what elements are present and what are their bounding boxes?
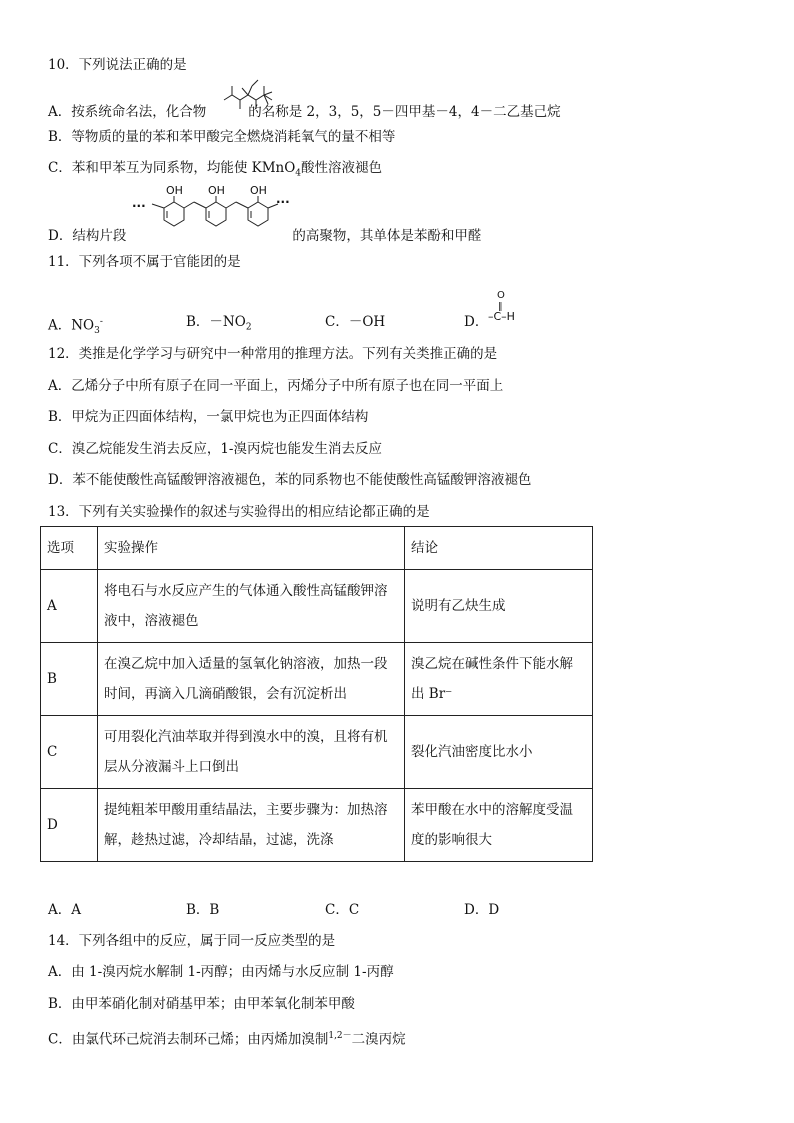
q10-option-d: [48, 226, 481, 246]
row-conclusion: [405, 570, 593, 643]
q14-option-a: A．由 1-溴丙烷水解制 1-丙醇；由丙烯与水反应制 1-丙醇: [48, 964, 394, 980]
table-row: [41, 570, 593, 643]
row-operation: [98, 789, 405, 862]
oh-label-1: OH: [166, 184, 183, 197]
q13-option-d: D．D: [464, 902, 500, 918]
q11-option-a-subscript: 3: [94, 326, 100, 337]
row-operation-line: 将电石与水反应产生的气体通入酸性高锰酸钾溶: [104, 583, 388, 599]
header-conclusion: 结论: [405, 527, 593, 570]
row-operation-line: 可用裂化汽油萃取并得到溴水中的溴，且将有机: [104, 729, 388, 745]
q10-option-d-prefix: D．结构片段: [48, 228, 127, 244]
row-operation-line: 解，趁热过滤，冷却结晶，过滤，洗涤: [104, 832, 334, 848]
row-conclusion-line: 苯甲酸在水中的溶解度受温: [411, 802, 573, 818]
oh-label-2: OH: [208, 184, 225, 197]
row-conclusion-line: 度的影响很大: [411, 832, 492, 848]
q14-stem: 14．下列各组中的反应，属于同一反应类型的是: [48, 933, 336, 949]
aldehyde-chain: –C–H: [488, 310, 515, 323]
q13-option-b: B．B: [186, 902, 220, 918]
row-conclusion-line: 说明有乙炔生成: [411, 598, 506, 614]
q10-option-d-suffix: 的高聚物，其单体是苯酚和甲醛: [292, 228, 482, 244]
q11-option-a: [48, 312, 103, 341]
q13-stem: 13．下列有关实验操作的叙述与实验得出的相应结论都正确的是: [48, 504, 430, 520]
row-operation-line: 时间，再滴入几滴硝酸银，会有沉淀析出: [104, 686, 347, 702]
q10-option-c-subscript: 4: [295, 168, 302, 179]
aldehyde-double-bond: ‖: [498, 302, 503, 312]
q11-option-b-text: B．－NO: [186, 314, 246, 330]
q12-option-b: B．甲烷为正四面体结构，一氯甲烷也为正四面体结构: [48, 409, 369, 425]
row-operation: [98, 570, 405, 643]
q10-option-a-prefix: A．按系统命名法，化合物: [48, 104, 207, 120]
oh-label-3: OH: [250, 184, 267, 197]
row-operation-line: 液中，溶液褪色: [104, 613, 199, 629]
q12-option-d: D．苯不能使酸性高锰酸钾溶液褪色，苯的同系物也不能使酸性高锰酸钾溶液褪色: [48, 472, 532, 488]
skeletal-formula-alkane: [222, 76, 282, 116]
q14-option-c: [48, 1026, 406, 1050]
table-row: [41, 789, 593, 862]
row-conclusion-line: 溴乙烷在碱性条件下能水解: [411, 656, 573, 672]
table-row: [41, 643, 593, 716]
row-operation: [98, 643, 405, 716]
row-conclusion: [405, 716, 593, 789]
q12-option-a: A．乙烯分子中所有原子在同一平面上，丙烯分子中所有原子也在同一平面上: [48, 378, 504, 394]
table-header-row: [41, 527, 593, 570]
table-row: [41, 716, 593, 789]
q12-stem: 12．类推是化学学习与研究中一种常用的推理方法。下列有关类推正确的是: [48, 346, 498, 362]
row-conclusion: [405, 643, 593, 716]
row-operation-line: 提纯粗苯甲酸用重结晶法，主要步骤为：加热溶: [104, 802, 388, 818]
q10-stem: 10．下列说法正确的是: [48, 57, 187, 73]
row-conclusion: [405, 789, 593, 862]
q14-option-c-superscript: 1,2－: [328, 1031, 352, 1041]
aldehyde-group-structure: [488, 286, 528, 326]
q13-option-c: C．C: [325, 902, 360, 918]
q11-option-b-subscript: 2: [245, 322, 252, 333]
q11-option-d: D．: [464, 314, 489, 330]
q12-option-c: C．溴乙烷能发生消去反应，1-溴丙烷也能发生消去反应: [48, 441, 382, 457]
dots-left: ···: [132, 199, 146, 213]
row-operation-line: 层从分液漏斗上口倒出: [104, 759, 239, 775]
q13-option-a: A．A: [48, 902, 81, 918]
q14-option-b: B．由甲苯硝化制对硝基甲苯；由甲苯氧化制苯甲酸: [48, 996, 355, 1012]
row-conclusion-line: 裂化汽油密度比水小: [411, 744, 533, 760]
row-option: C: [41, 716, 98, 789]
row-operation-line: 在溴乙烷中加入适量的氢氧化钠溶液，加热一段: [104, 656, 388, 672]
q10-option-a-suffix: 的名称是 2，3，5，5－四甲基－4，4－二乙基己烷: [248, 104, 561, 120]
row-conclusion-line: 出 Br⁻: [411, 686, 453, 702]
q11-option-a-text: A．NO: [48, 317, 95, 334]
q11-option-a-superscript: -: [99, 317, 103, 327]
q13-table: [40, 526, 593, 862]
q14-option-c-prefix: C．由氯代环己烷消去制环己烯；由丙烯加溴制: [48, 1031, 329, 1048]
row-operation: [98, 716, 405, 789]
q10-option-b: B．等物质的量的苯和苯甲酸完全燃烧消耗氧气的量不相等: [48, 129, 396, 145]
header-operation: 实验操作: [98, 527, 405, 570]
q10-option-c-suffix: 酸性溶液褪色: [301, 160, 383, 176]
q14-option-c-suffix: 二溴丙烷: [351, 1031, 406, 1048]
dots-right: ···: [276, 195, 290, 209]
row-option: A: [41, 570, 98, 643]
q11-stem: 11．下列各项不属于官能团的是: [48, 254, 241, 270]
row-option: D: [41, 789, 98, 862]
q10-option-c-prefix: C．苯和甲苯互为同系物，均能使 KMnO: [48, 160, 296, 176]
row-option: B: [41, 643, 98, 716]
q11-option-c: C．－OH: [325, 314, 386, 330]
aldehyde-o: O: [497, 290, 505, 301]
q11-option-b: [186, 312, 252, 338]
header-option: 选项: [41, 527, 98, 570]
q10-option-a: [48, 102, 561, 122]
